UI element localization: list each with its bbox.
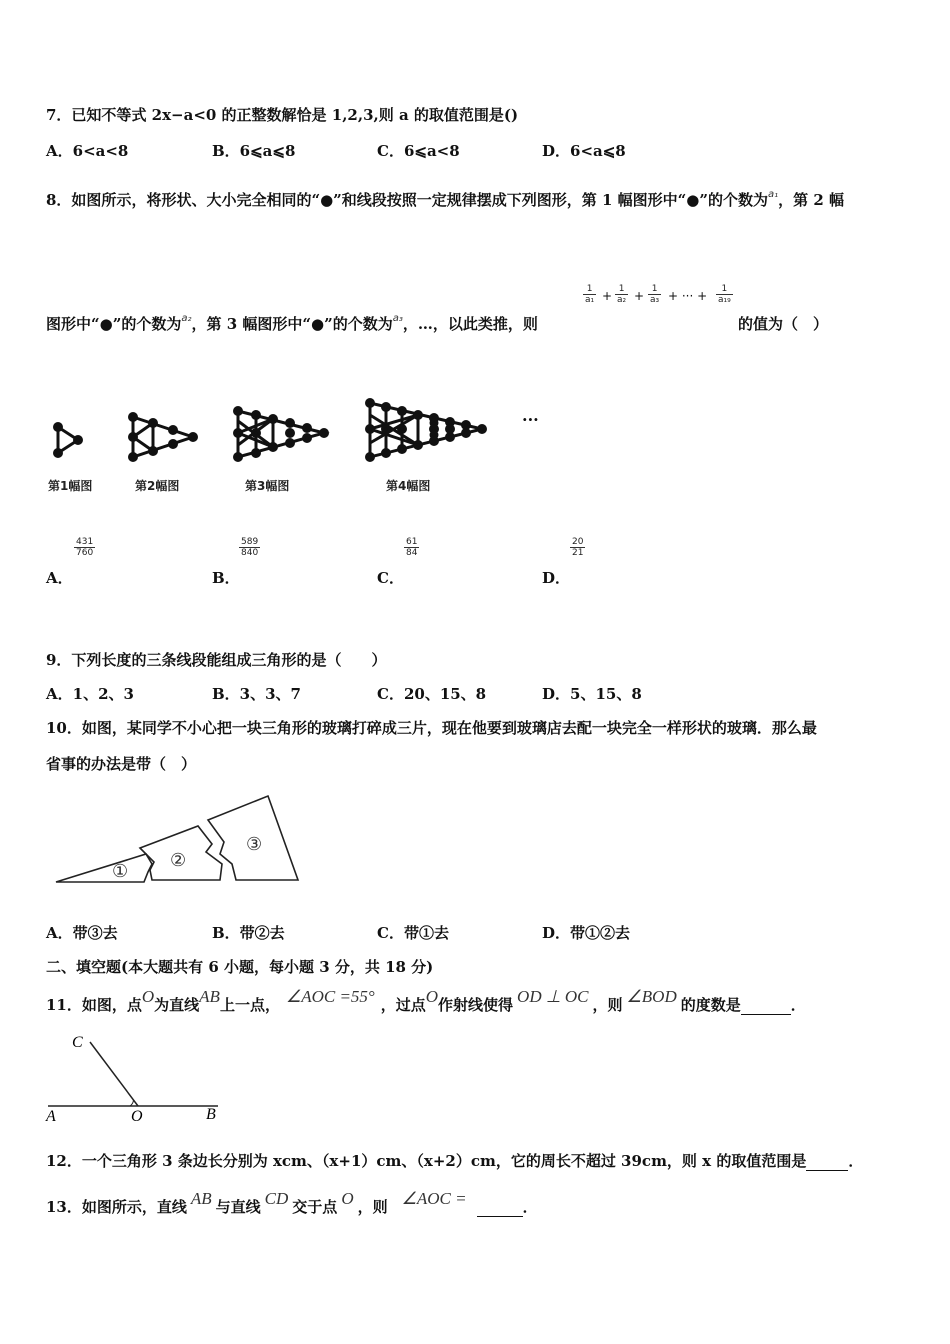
q10-option-a[interactable]: A．带③去: [46, 924, 118, 942]
q8-stem-line1: 8．如图所示，将形状、大小完全相同的“●”和线段按照一定规律摆成下列图形，第 1 幅图形中“●”的个数为$^{a_1}$，第 2 幅: [46, 189, 845, 209]
q8-sum-term-1: $\frac{1}{\text{a₁}}$: [585, 284, 595, 305]
q8-figure-2-label: 第2幅图: [135, 479, 180, 493]
q12-answer-blank[interactable]: [806, 1152, 848, 1171]
section-2-title: 二、填空题(本大题共有 6 小题，每小题 3 分，共 18 分): [46, 958, 434, 976]
q11-label-b: B: [206, 1106, 216, 1123]
q9-option-a[interactable]: A．1、2、3: [46, 685, 134, 703]
q8-sum-plus-1: +: [602, 289, 613, 303]
q10-stem-line2: 省事的办法是带（ ）: [46, 755, 197, 773]
q8-figure-4: [367, 400, 486, 461]
q8-figure-1: [55, 424, 82, 457]
q8-figure-3-label: 第3幅图: [245, 479, 290, 493]
q8-stem-line2: 图形中“●”的个数为$^{a_2}$，第 3 幅图形中“●”的个数为$^{a_3}$，…，以此类推，则: [46, 313, 538, 333]
q8-figure-sequence: [40, 385, 560, 475]
q8-figure-4-label: 第4幅图: [386, 479, 431, 493]
q11-stem: 11．如图，点O为直线AB上一点， ∠AOC =55° ，过点O作射线使得 OD ⊥ OC ，则 ∠BOD 的度数是 ．: [46, 987, 806, 1014]
q10-piece-2-label: ②: [170, 850, 187, 870]
q7-option-b[interactable]: B．6⩽a⩽8: [212, 142, 296, 160]
q8-sum-plus-2: +: [634, 289, 645, 303]
q10-option-d[interactable]: D．带①②去: [542, 924, 631, 942]
q8-more-dots: ···: [522, 410, 539, 429]
q10-stem-line1: 10．如图，某同学不小心把一块三角形的玻璃打碎成三片，现在他要到玻璃店去配一块完全一样形状的玻璃．那么最: [46, 719, 817, 737]
q8-stem-line2-end: 的值为（ ）: [738, 315, 829, 333]
q7-option-d[interactable]: D．6<a⩽8: [542, 142, 626, 160]
q9-option-c[interactable]: C．20、15、8: [377, 685, 487, 703]
q7-stem: 7．已知不等式 2x−a<0 的正整数解恰是 1,2,3,则 a 的取值范围是(): [46, 106, 519, 124]
q11-label-c: C: [72, 1034, 83, 1051]
q8-sum-term-19: $\frac{1}{\text{a₁₉}}$: [718, 284, 731, 305]
q11-label-o: O: [131, 1108, 143, 1125]
q9-option-d[interactable]: D．5、15、8: [542, 685, 642, 703]
q7-option-a[interactable]: A．6<a<8: [46, 142, 129, 160]
q13-stem: 13．如图所示，直线 AB 与直线 CD 交于点 O ，则 ∠AOC = ．: [46, 1189, 538, 1216]
q8-option-a-fraction: $\frac{431}{760}$: [76, 537, 94, 558]
q9-option-b[interactable]: B．3、3、7: [212, 685, 301, 703]
q8-a2: a₂: [181, 313, 192, 324]
q8-option-c-fraction: $\frac{61}{84}$: [406, 537, 418, 558]
q13-answer-blank[interactable]: [477, 1198, 523, 1217]
q8-figure-1-label: 第1幅图: [48, 479, 93, 493]
q10-piece-1: [56, 854, 152, 882]
q8-figure-2: [130, 414, 197, 461]
q8-a3: a₃: [392, 313, 403, 324]
q7-option-c[interactable]: C．6⩽a<8: [377, 142, 460, 160]
q8-figure-3: [235, 408, 328, 461]
q8-a1: a₁: [768, 189, 779, 200]
q10-piece-3-label: ③: [246, 834, 263, 854]
q11-figure: [40, 1030, 230, 1125]
q8-option-d-fraction: $\frac{20}{21}$: [572, 537, 584, 558]
q8-sum-ellipsis: + ··· +: [668, 289, 708, 303]
q11-label-a: A: [46, 1108, 56, 1125]
q10-option-c[interactable]: C．带①去: [377, 924, 449, 942]
q11-answer-blank[interactable]: [741, 996, 791, 1015]
q8-sum-term-2: $\frac{1}{\text{a₂}}$: [617, 284, 627, 305]
q8-option-b-fraction: $\frac{589}{840}$: [241, 537, 259, 558]
q12-stem: 12．一个三角形 3 条边长分别为 xcm、（x+1）cm、（x+2）cm，它的周长不超过 39cm，则 x 的取值范围是 ．: [46, 1152, 864, 1170]
q8-sum-term-3: $\frac{1}{\text{a₃}}$: [650, 284, 660, 305]
q10-broken-glass-figure: [50, 792, 310, 892]
q10-piece-1-label: ①: [112, 861, 129, 881]
q10-option-b[interactable]: B．带②去: [212, 924, 285, 942]
q9-stem: 9．下列长度的三条线段能组成三角形的是（ ）: [46, 651, 387, 669]
